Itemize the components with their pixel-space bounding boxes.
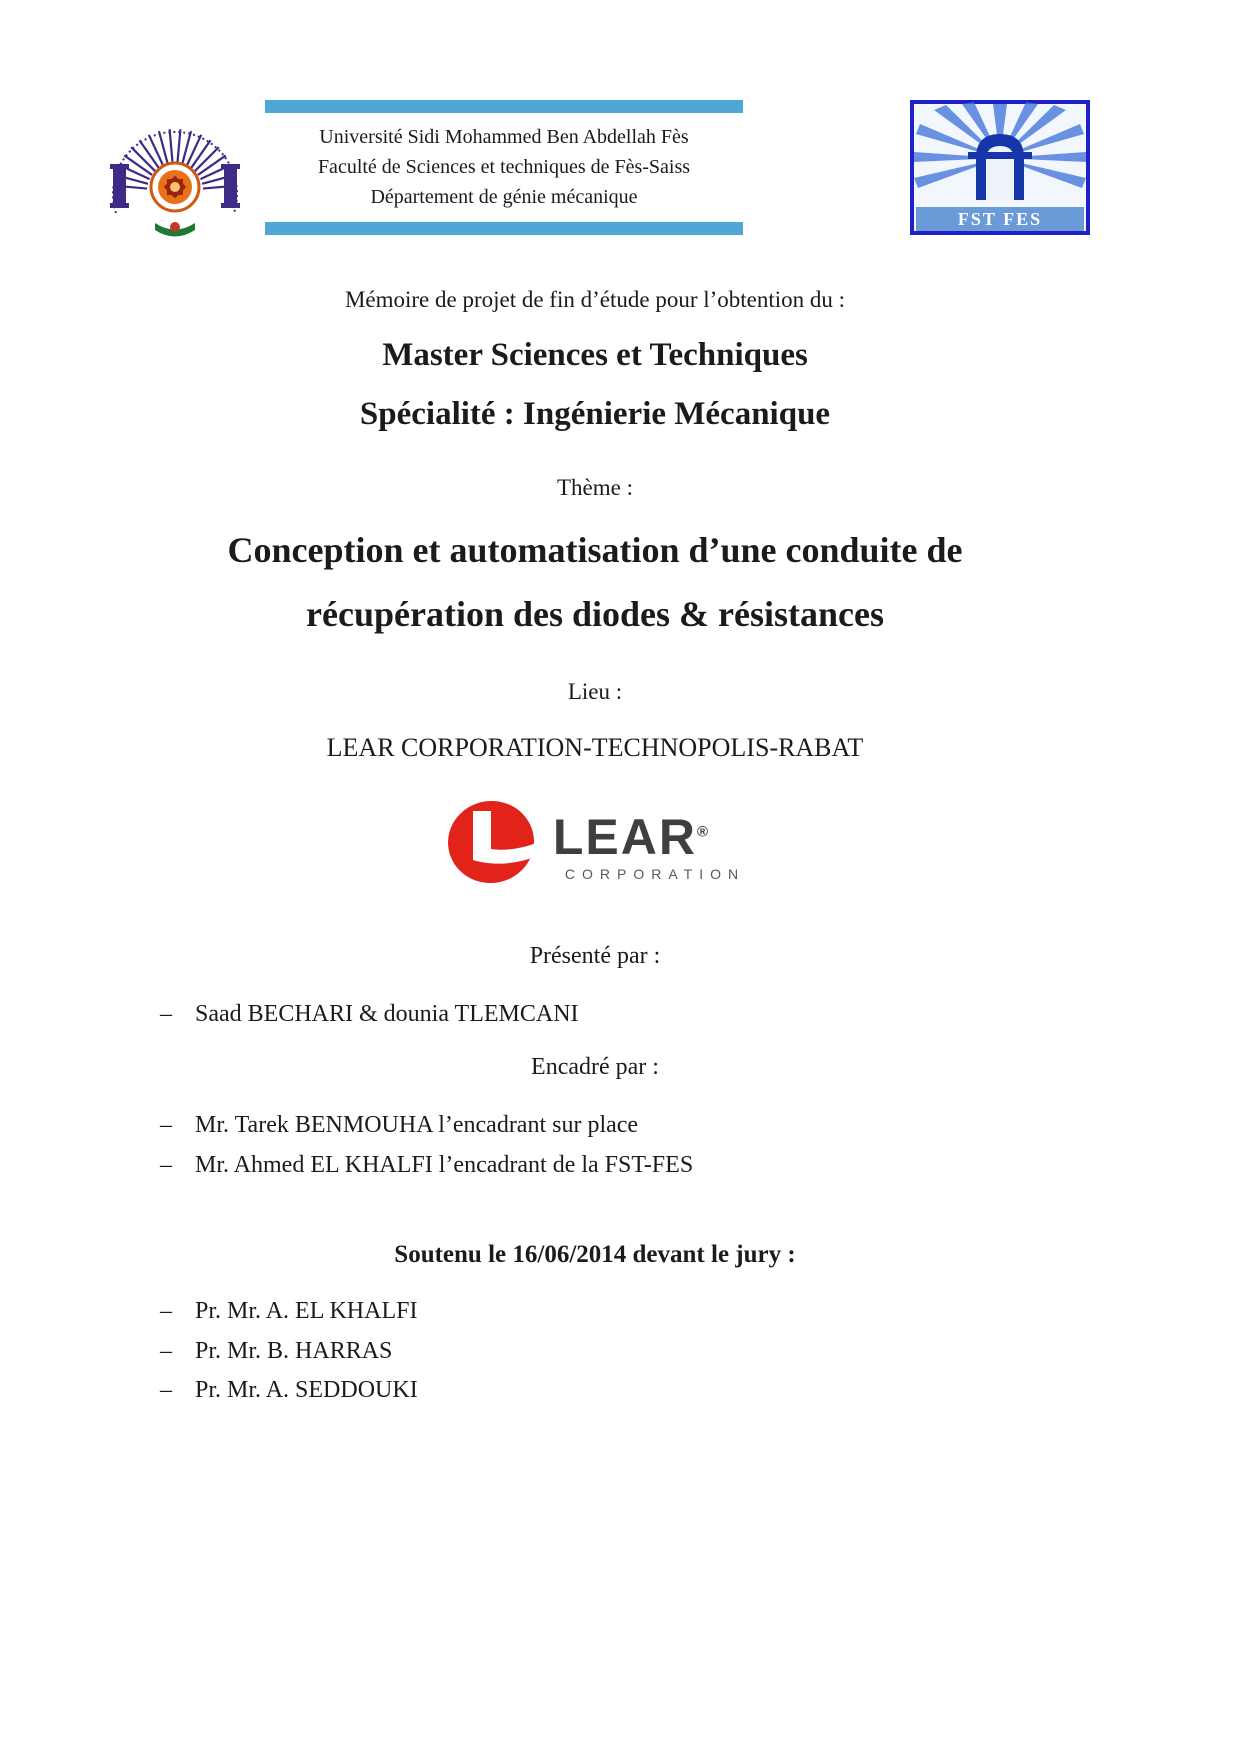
list-item [100,1335,1090,1367]
list-item [100,1374,1090,1406]
institution-line-faculty: Faculté de Sciences et techniques de Fès-Saiss [317,156,691,178]
registered-mark: ® [697,823,711,841]
list-dash: – [160,1337,172,1364]
institution-header-box [265,100,743,235]
lear-corporation-text: CORPORATION [564,866,746,882]
thesis-title-line1: Conception et automatisation d’une conduite de [227,530,963,570]
thesis-title-line2: récupération des diodes & résistances [306,594,884,634]
lear-red-mark-icon [445,795,545,890]
university-emblem-logo [100,95,250,245]
list-dash: – [160,1001,172,1027]
list-item [100,998,1090,1030]
fst-fes-logo-text: FST FES [957,209,1043,229]
list-dash: – [160,1112,172,1139]
jury-member: Pr. Mr. B. HARRAS [195,1337,393,1364]
presented-by-label: Présenté par : [529,943,661,969]
degree-title: Master Sciences et Techniques [382,337,808,373]
supervised-by-label: Encadré par : [531,1054,659,1081]
lear-word [552,809,745,865]
jury-member: Pr. Mr. A. EL KHALFI [195,1298,418,1325]
presented-by-list [100,998,1090,1030]
page-header [100,0,1090,245]
list-item [100,1149,1090,1181]
institution-lines [265,113,743,222]
institution-line-department: Département de génie mécanique [370,186,638,208]
jury-list [100,1295,1090,1406]
theme-label: Thème : [557,475,633,500]
lear-wordmark [552,809,746,882]
location-label: Lieu : [567,679,623,704]
supervisors-list [100,1109,1090,1181]
location-name: LEAR CORPORATION-TECHNOPOLIS-RABAT [326,733,864,762]
list-item [100,1109,1090,1141]
list-dash: – [160,1376,172,1403]
fst-fes-logo [910,100,1090,235]
list-dash: – [160,1298,172,1325]
list-item [100,1295,1090,1327]
memoire-intro-line: Mémoire de projet de fin d’étude pour l’obtention du : [344,287,846,312]
jury-member: Pr. Mr. A. SEDDOUKI [195,1376,418,1403]
lear-word-text: LEAR [552,809,697,865]
supervisor-name: Mr. Ahmed EL KHALFI l’encadrant de la FST-FES [195,1151,694,1178]
defense-date-line: Soutenu le 16/06/2014 devant le jury : [394,1241,796,1269]
list-dash: – [160,1151,172,1178]
header-top-bar [265,100,743,113]
header-bottom-bar [265,222,743,235]
lear-corporation-logo [100,787,1090,897]
degree-speciality: Spécialité : Ingénierie Mécanique [359,396,831,432]
institution-line-university: Université Sidi Mohammed Ben Abdellah Fès [319,126,689,148]
presented-author: Saad BECHARI & dounia TLEMCANI [195,1001,579,1027]
supervisor-name: Mr. Tarek BENMOUHA l’encadrant sur place [195,1112,639,1139]
